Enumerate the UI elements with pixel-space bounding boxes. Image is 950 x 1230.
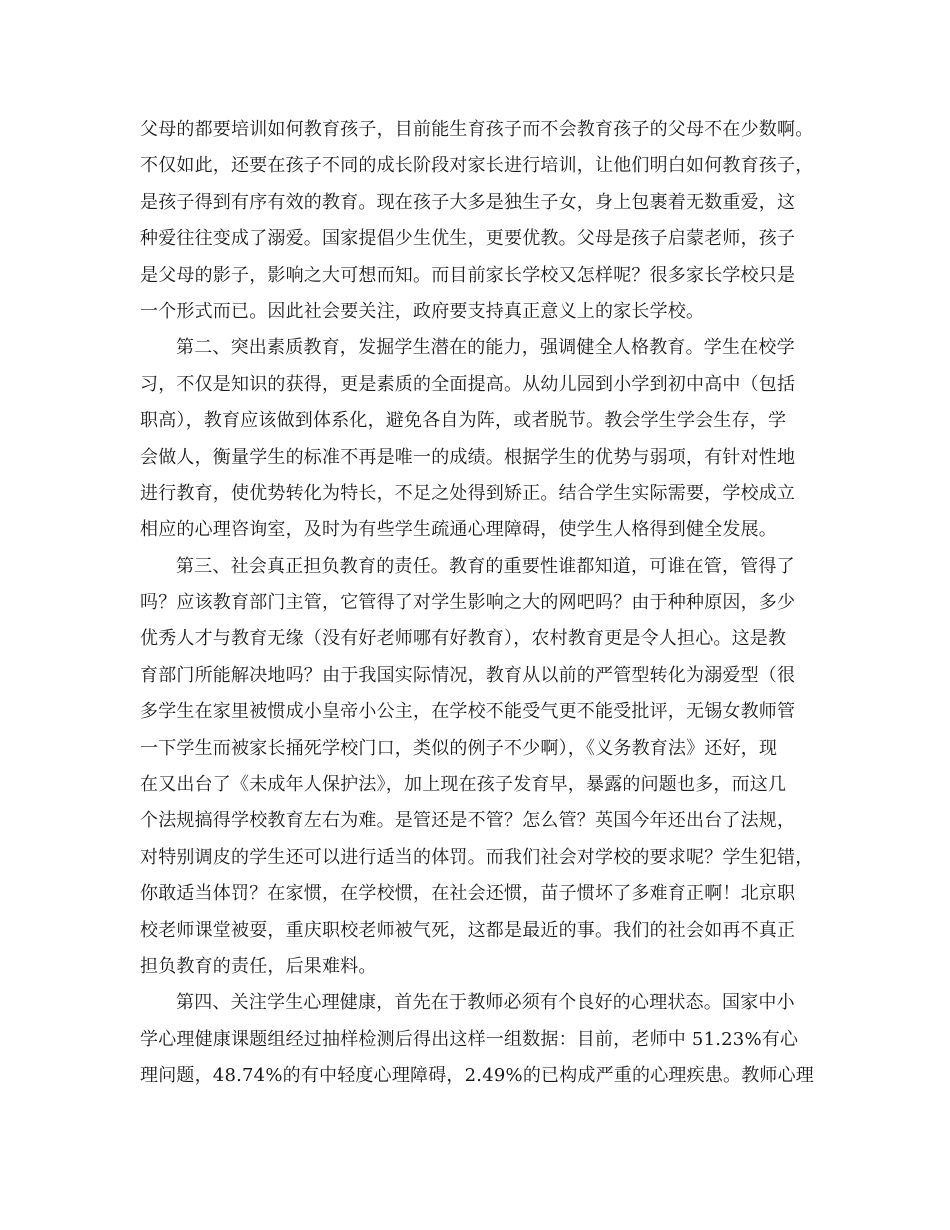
text-line: 吗？应该教育部门主管，它管得了对学生影响之大的网吧吗？由于种种原因，多少 [140, 592, 796, 614]
text-line: 种爱往往变成了溺爱。国家提倡少生优生，更要优教。父母是孩子启蒙老师，孩子 [140, 228, 796, 250]
text-line: 会做人，衡量学生的标准不再是唯一的成绩。根据学生的优势与弱项，有针对性地 [140, 446, 796, 468]
text-line: 多学生在家里被惯成小皇帝小公主，在学校不能受气更不能受批评，无锡女教师管 [140, 701, 796, 723]
paragraph-3 [140, 549, 830, 986]
text-line: 学心理健康课题组经过抽样检测后得出这样一组数据：目前，老师中 51.23%有心 [140, 1028, 799, 1050]
text-line: 个法规搞得学校教育左右为难。是管还是不管？怎么管？英国今年还出台了法规， [140, 810, 796, 832]
text-line: 第四、关注学生心理健康，首先在于教师必须有个良好的心理状态。国家中小 [176, 992, 795, 1014]
text-line: 相应的心理咨询室，及时为有些学生疏通心理障碍，使学生人格得到健全发展。 [140, 519, 777, 541]
text-line: 你敢适当体罚？在家惯，在学校惯，在社会还惯，苗子惯坏了多难育正啊！北京职 [140, 883, 796, 905]
text-line: 是父母的影子，影响之大可想而知。而目前家长学校又怎样呢？很多家长学校只是 [140, 264, 796, 286]
text-line: 进行教育，使优势转化为特长，不足之处得到矫正。结合学生实际需要，学校成立 [140, 482, 796, 504]
text-line: 在又出台了《未成年人保护法》，加上现在孩子发育早，暴露的问题也多，而这几 [140, 774, 787, 796]
text-line: 理问题，48.74%的有中轻度心理障碍，2.49%的已构成严重的心理疾患。教师心理 [140, 1065, 815, 1087]
text-line: 职高），教育应该做到体系化，避免各自为阵，或者脱节。教会学生学会生存，学 [140, 410, 787, 432]
paragraph-4 [140, 985, 830, 1094]
text-line: 是孩子得到有序有效的教育。现在孩子大多是独生子女，身上包裹着无数重爱，这 [140, 191, 796, 213]
paragraph-2 [140, 330, 830, 548]
text-line: 第三、社会真正担负教育的责任。教育的重要性谁都知道，可谁在管，管得了 [176, 555, 795, 577]
text-line: 对特别调皮的学生还可以进行适当的体罚。而我们社会对学校的要求呢？学生犯错， [140, 846, 814, 868]
text-line: 不仅如此，还要在孩子不同的成长阶段对家长进行培训，让他们明白如何教育孩子， [140, 155, 814, 177]
text-line: 担负教育的责任，后果难料。 [140, 955, 377, 977]
text-line: 第二、突出素质教育，发掘学生潜在的能力，强调健全人格教育。学生在校学 [176, 337, 795, 359]
text-line: 父母的都要培训如何教育孩子，目前能生育孩子而不会教育孩子的父母不在少数啊。 [140, 119, 814, 140]
text-line: 校老师课堂被耍，重庆职校老师被气死，这都是最近的事。我们的社会如再不真正 [140, 919, 796, 941]
text-line: 习，不仅是知识的获得，更是素质的全面提高。从幼儿园到小学到初中高中（包括 [140, 373, 796, 395]
text-line: 一个形式而已。因此社会要关注，政府要支持真正意义上的家长学校。 [140, 300, 705, 322]
text-line: 一下学生而被家长捅死学校门口，类似的例子不少啊），《义务教育法》还好，现 [140, 737, 778, 759]
text-line: 优秀人才与教育无缘（没有好老师哪有好教育），农村教育更是令人担心。这是教 [140, 628, 787, 650]
body-text [140, 112, 830, 1095]
text-line: 育部门所能解决地吗？由于我国实际情况，教育从以前的严管型转化为溺爱型（很 [140, 664, 796, 686]
paragraph-1 [140, 112, 830, 330]
